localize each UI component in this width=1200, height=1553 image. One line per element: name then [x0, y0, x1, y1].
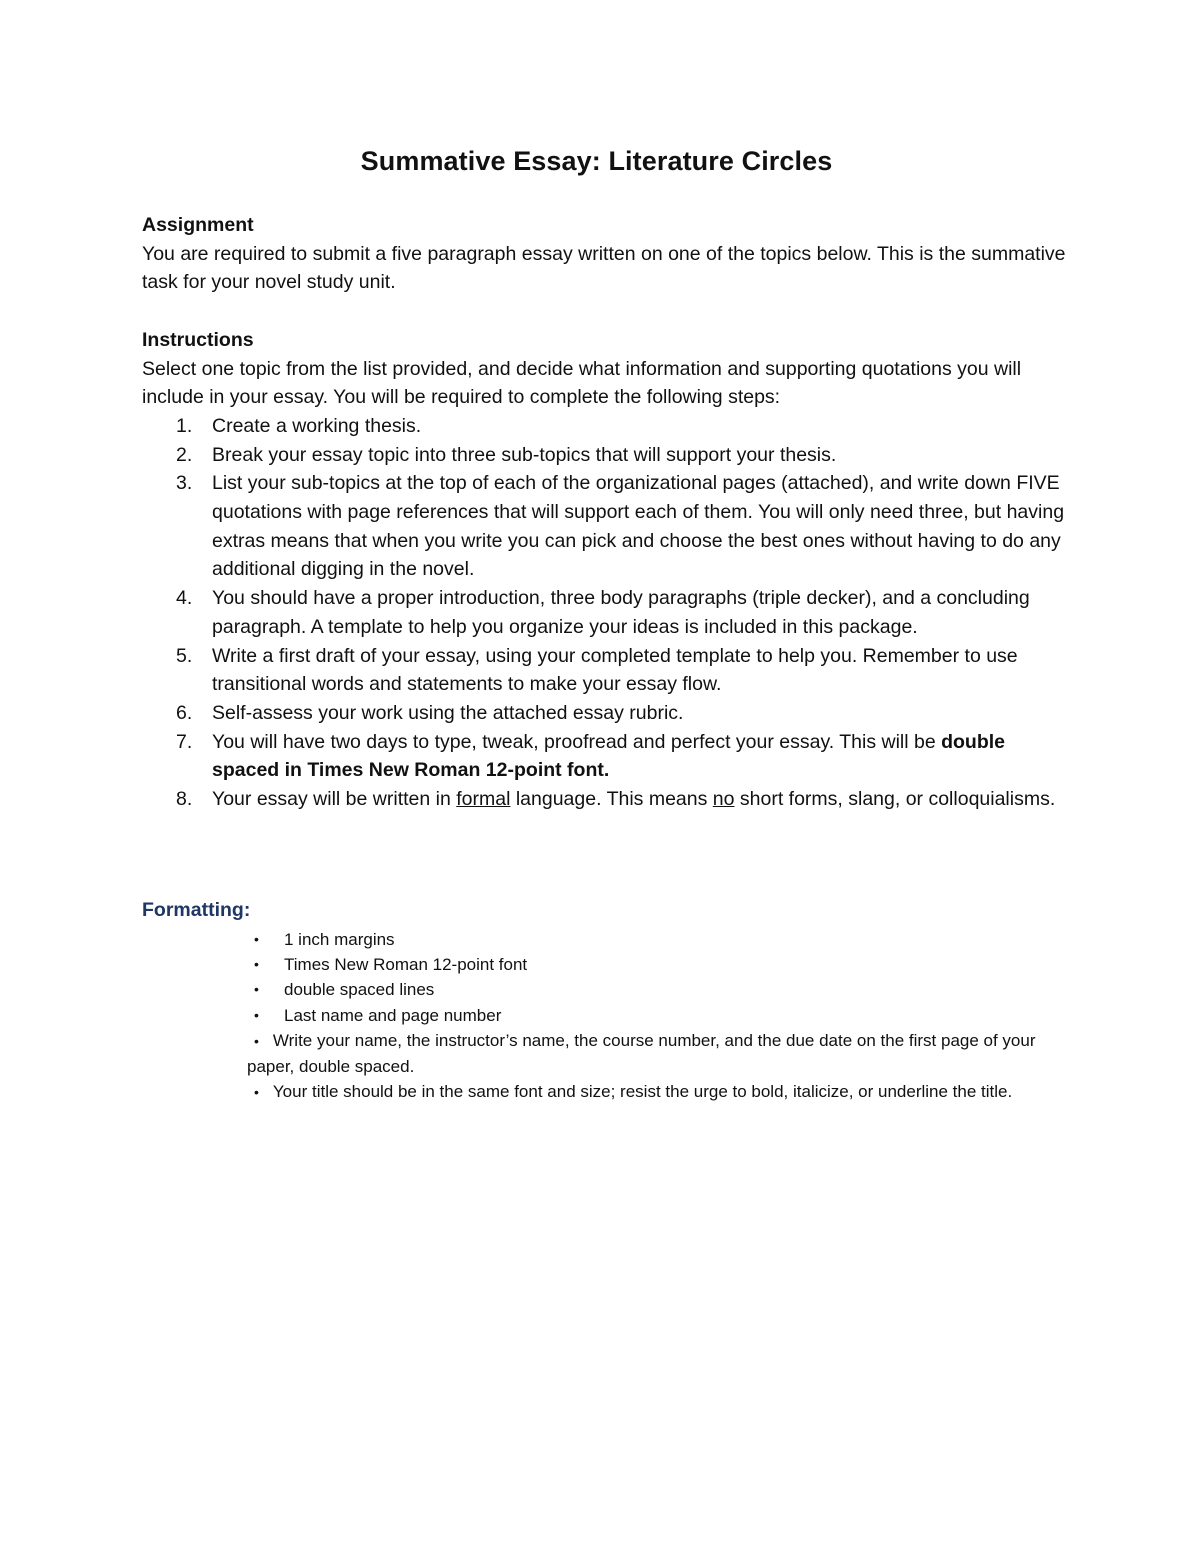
- instructions-steps-list: [142, 412, 1072, 814]
- step-text: You will have two days to type, tweak, proofread and perfect your essay. This will be: [212, 730, 942, 753]
- list-item: [247, 952, 1047, 977]
- list-item: [247, 927, 1047, 952]
- spacer: [142, 297, 1072, 326]
- step-number: 8.: [176, 788, 193, 811]
- list-item: [142, 584, 1072, 641]
- step-text: List your sub-topics at the top of each of the organizational pages (attached), and write down FIVE quotations with page references that will support each of them. You will only need three, but having extras means that when you write you can pick and choose the best ones without having to do any additional digging in the novel.: [212, 472, 1065, 581]
- page-title: Summative Essay: Literature Circles: [360, 146, 833, 176]
- bullet-icon: •: [254, 1032, 259, 1049]
- bullet-icon: •: [254, 956, 259, 973]
- step-text: Write a first draft of your essay, using your completed template to help you. Remember to use transitional words and statements to make your essay flow.: [212, 644, 1018, 696]
- step-text: Your essay will be written in: [212, 788, 457, 811]
- bullet-icon: •: [254, 931, 259, 947]
- formatting-list: [247, 927, 1047, 1105]
- assignment-heading: Assignment: [142, 214, 254, 236]
- bullet-icon: •: [254, 1006, 259, 1023]
- step-text-bold: double spaced in Times New Roman 12-point font.: [212, 730, 1006, 782]
- step-text: Create a working thesis.: [212, 414, 422, 437]
- step-text: You should have a proper introduction, three body paragraphs (triple decker), and a concluding paragraph. A template to help you organize your ideas is included in this package.: [212, 587, 1030, 638]
- bullet-icon: •: [254, 1084, 259, 1101]
- list-item: [142, 441, 1072, 470]
- formatting-item-text: Your title should be in the same font and size; resist the urge to bold, italicize, or underline the title.: [272, 1082, 1013, 1102]
- instructions-heading: Instructions: [142, 328, 254, 351]
- step-text: Break your essay topic into three sub-topics that will support your thesis.: [212, 443, 837, 466]
- step-number: 4.: [176, 587, 193, 610]
- list-item: [142, 728, 1072, 785]
- formatting-item-text: Write your name, the instructor’s name, the course number, and the due date on the first page of your paper, double spaced.: [247, 1030, 1036, 1077]
- bullet-icon: •: [254, 981, 259, 998]
- step-number: 3.: [176, 472, 193, 495]
- instructions-intro: Select one topic from the list provided, and decide what information and supporting quotations you will include in your essay. You will be required to complete the following steps:: [142, 357, 1022, 409]
- assignment-text: You are required to submit a five paragraph essay written on one of the topics below. This is the summative task for your novel study unit.: [142, 242, 1066, 294]
- list-item: [247, 1079, 1047, 1105]
- step-number: 6.: [176, 701, 193, 724]
- list-item: [247, 1003, 1047, 1028]
- list-item: [142, 469, 1072, 584]
- step-number: 1.: [176, 414, 193, 437]
- list-item: [142, 785, 1072, 814]
- formatting-item-text: 1 inch margins: [284, 930, 395, 949]
- list-item: [142, 699, 1072, 728]
- formatting-item-text: Last name and page number: [284, 1005, 502, 1025]
- step-text-underlined: no: [712, 788, 735, 811]
- formatting-item-text: double spaced lines: [284, 980, 435, 1000]
- step-text: language. This means: [510, 788, 713, 811]
- list-item: [142, 642, 1072, 699]
- step-number: 2.: [176, 443, 193, 466]
- list-item: [247, 1028, 1047, 1079]
- step-number: 5.: [176, 644, 193, 667]
- document-body: [142, 211, 1072, 814]
- step-number: 7.: [176, 730, 193, 753]
- step-text: short forms, slang, or colloquialisms.: [734, 788, 1056, 811]
- formatting-heading: Formatting:: [142, 899, 251, 921]
- step-text-underlined: formal: [456, 788, 511, 811]
- formatting-item-text: Times New Roman 12-point font: [284, 955, 528, 975]
- step-text: Self-assess your work using the attached essay rubric.: [212, 701, 684, 724]
- list-item: [142, 412, 1072, 441]
- list-item: [247, 977, 1047, 1002]
